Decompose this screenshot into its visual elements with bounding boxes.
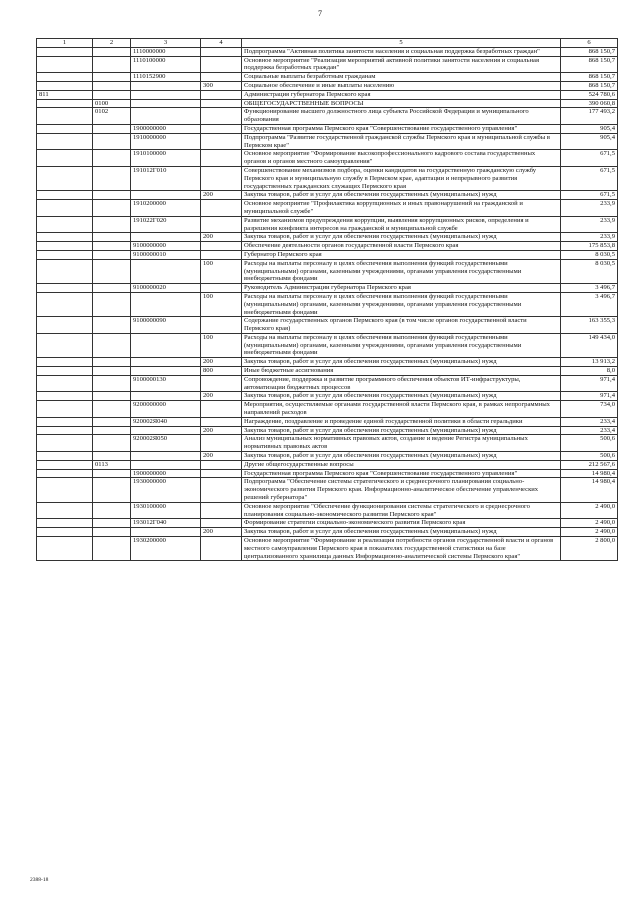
table-cell-c5: Основное мероприятие "Реализация мероприятий активной политики занятости населения и социальная поддержка безработных граждан" bbox=[242, 56, 561, 73]
table-cell-c2 bbox=[93, 375, 131, 392]
table-cell-c2 bbox=[93, 417, 131, 426]
table-cell-c3 bbox=[131, 452, 201, 461]
table-cell-c4 bbox=[201, 108, 242, 125]
table-cell-c4 bbox=[201, 502, 242, 519]
table-cell-c4 bbox=[201, 478, 242, 502]
table-cell-c3: 1900000000 bbox=[131, 124, 201, 133]
table-row bbox=[37, 216, 618, 233]
table-row bbox=[37, 56, 618, 73]
table-cell-c4 bbox=[201, 124, 242, 133]
header-cell: 2 bbox=[93, 39, 131, 48]
table-cell-c3: 1930200000 bbox=[131, 537, 201, 561]
table-cell-c6: 233,4 bbox=[561, 426, 618, 435]
table-cell-c1 bbox=[37, 401, 93, 418]
table-cell-c3 bbox=[131, 191, 201, 200]
table-cell-c1 bbox=[37, 435, 93, 452]
table-cell-c1 bbox=[37, 150, 93, 167]
table-cell-c1 bbox=[37, 528, 93, 537]
table-cell-c5: Государственная программа Пермского края "Совершенствование государственного управления" bbox=[242, 469, 561, 478]
table-cell-c4 bbox=[201, 200, 242, 217]
table-row bbox=[37, 537, 618, 561]
table-cell-c5: ОБЩЕГОСУДАРСТВЕННЫЕ ВОПРОСЫ bbox=[242, 99, 561, 108]
table-cell-c5: Награждение, поздравление и проведение единой государственной политики в области геральдики bbox=[242, 417, 561, 426]
table-cell-c5: Закупка товаров, работ и услуг для обеспечения государственных (муниципальных) нужд bbox=[242, 233, 561, 242]
table-cell-c2 bbox=[93, 73, 131, 82]
table-cell-c6: 14 980,4 bbox=[561, 469, 618, 478]
table-cell-c2 bbox=[93, 358, 131, 367]
table-row bbox=[37, 426, 618, 435]
table-cell-c5: Анализ муниципальных нормативных правовых актов, создание и ведение Регистра муниципальных нормативных правовых актов bbox=[242, 435, 561, 452]
table-cell-c6: 905,4 bbox=[561, 133, 618, 150]
table-cell-c4: 200 bbox=[201, 358, 242, 367]
table-cell-c2 bbox=[93, 150, 131, 167]
table-cell-c6: 671,5 bbox=[561, 191, 618, 200]
table-row bbox=[37, 435, 618, 452]
table-cell-c6: 971,4 bbox=[561, 392, 618, 401]
table-cell-c1 bbox=[37, 375, 93, 392]
table-cell-c4: 200 bbox=[201, 426, 242, 435]
table-cell-c2 bbox=[93, 81, 131, 90]
table-cell-c3 bbox=[131, 333, 201, 357]
table-cell-c5: Основное мероприятие "Обеспечение функционирования системы стратегического и среднесрочного планирования социально-экономического развития Пермского края" bbox=[242, 502, 561, 519]
table-cell-c2 bbox=[93, 452, 131, 461]
table-cell-c5: Руководитель Администрации губернатора Пермского края bbox=[242, 284, 561, 293]
table-cell-c5: Развитие механизмов предупреждения коррупции, выявления коррупционных рисков, определения и разрешения конфликта интересов на гражданской и муниципальной службе bbox=[242, 216, 561, 233]
table-row bbox=[37, 519, 618, 528]
table-cell-c1 bbox=[37, 56, 93, 73]
table-row bbox=[37, 81, 618, 90]
table-cell-c3: 920002Я050 bbox=[131, 435, 201, 452]
table-cell-c5: Расходы на выплаты персоналу в целях обеспечения выполнения функций государственными (муниципальными) органами, казенными учреждениями, органами управления государственными внебюджетными фондами bbox=[242, 333, 561, 357]
table-cell-c5: Социальное обеспечение и иные выплаты населению bbox=[242, 81, 561, 90]
table-cell-c1 bbox=[37, 47, 93, 56]
table-row bbox=[37, 284, 618, 293]
table-cell-c2 bbox=[93, 469, 131, 478]
table-cell-c5: Администрация губернатора Пермского края bbox=[242, 90, 561, 99]
table-cell-c5: Закупка товаров, работ и услуг для обеспечения государственных (муниципальных) нужд bbox=[242, 426, 561, 435]
table-cell-c4: 200 bbox=[201, 233, 242, 242]
table-cell-c3 bbox=[131, 108, 201, 125]
table-cell-c6: 868 150,7 bbox=[561, 47, 618, 56]
table-cell-c4: 100 bbox=[201, 292, 242, 316]
table-row bbox=[37, 73, 618, 82]
table-row bbox=[37, 317, 618, 334]
table-cell-c3: 9100000130 bbox=[131, 375, 201, 392]
table-cell-c2 bbox=[93, 191, 131, 200]
table-cell-c2 bbox=[93, 233, 131, 242]
table-cell-c6: 212 567,6 bbox=[561, 460, 618, 469]
table-cell-c3: 1910100000 bbox=[131, 150, 201, 167]
table-cell-c5: Закупка товаров, работ и услуг для обеспечения государственных (муниципальных) нужд bbox=[242, 392, 561, 401]
table-row bbox=[37, 417, 618, 426]
table-cell-c4: 200 bbox=[201, 528, 242, 537]
table-cell-c1 bbox=[37, 367, 93, 376]
table-cell-c4: 300 bbox=[201, 81, 242, 90]
table-cell-c6: 177 493,2 bbox=[561, 108, 618, 125]
table-cell-c4 bbox=[201, 284, 242, 293]
table-cell-c4 bbox=[201, 216, 242, 233]
table-cell-c2 bbox=[93, 502, 131, 519]
table-cell-c1 bbox=[37, 73, 93, 82]
header-cell: 1 bbox=[37, 39, 93, 48]
table-cell-c1 bbox=[37, 537, 93, 561]
table-cell-c4: 100 bbox=[201, 259, 242, 283]
table-cell-c3: 1910000000 bbox=[131, 133, 201, 150]
table-cell-c4: 200 bbox=[201, 452, 242, 461]
table-row bbox=[37, 452, 618, 461]
table-cell-c4 bbox=[201, 417, 242, 426]
table-cell-c3 bbox=[131, 460, 201, 469]
table-cell-c3 bbox=[131, 81, 201, 90]
table-cell-c1 bbox=[37, 233, 93, 242]
table-cell-c2 bbox=[93, 200, 131, 217]
table-cell-c4: 100 bbox=[201, 333, 242, 357]
table-cell-c3: 191022Г020 bbox=[131, 216, 201, 233]
table-cell-c6: 2 490,0 bbox=[561, 519, 618, 528]
table-cell-c2 bbox=[93, 124, 131, 133]
table-cell-c5: Основное мероприятие "Формирование высокопрофессионального кадрового состава государственных органов и органов местного самоуправления" bbox=[242, 150, 561, 167]
table-cell-c3 bbox=[131, 99, 201, 108]
table-cell-c6: 14 980,4 bbox=[561, 478, 618, 502]
table-cell-c4 bbox=[201, 375, 242, 392]
table-cell-c2 bbox=[93, 519, 131, 528]
table-cell-c5: Государственная программа Пермского края "Совершенствование государственного управления" bbox=[242, 124, 561, 133]
table-cell-c5: Содержание государственных органов Пермского края (в том числе органов государственной власти Пермского края) bbox=[242, 317, 561, 334]
table-row bbox=[37, 502, 618, 519]
table-cell-c3 bbox=[131, 528, 201, 537]
table-cell-c6: 233,9 bbox=[561, 216, 618, 233]
table-cell-c2 bbox=[93, 435, 131, 452]
table-row bbox=[37, 133, 618, 150]
table-cell-c2 bbox=[93, 292, 131, 316]
table-cell-c6: 8 030,5 bbox=[561, 259, 618, 283]
table-cell-c4 bbox=[201, 469, 242, 478]
table-row bbox=[37, 367, 618, 376]
table-row bbox=[37, 47, 618, 56]
table-cell-c3: 191012Г010 bbox=[131, 166, 201, 190]
table-cell-c3 bbox=[131, 292, 201, 316]
table-cell-c1 bbox=[37, 124, 93, 133]
table-cell-c3: 1910200000 bbox=[131, 200, 201, 217]
table-cell-c6: 868 150,7 bbox=[561, 56, 618, 73]
table-cell-c6: 233,4 bbox=[561, 417, 618, 426]
table-row bbox=[37, 191, 618, 200]
table-cell-c4 bbox=[201, 317, 242, 334]
table-row bbox=[37, 242, 618, 251]
table-cell-c4 bbox=[201, 250, 242, 259]
table-cell-c4 bbox=[201, 519, 242, 528]
table-cell-c4 bbox=[201, 56, 242, 73]
table-cell-c3: 1110000000 bbox=[131, 47, 201, 56]
table-cell-c4: 200 bbox=[201, 191, 242, 200]
table-cell-c2 bbox=[93, 259, 131, 283]
table-cell-c3: 9100000090 bbox=[131, 317, 201, 334]
table-row bbox=[37, 166, 618, 190]
table-cell-c2: 0102 bbox=[93, 108, 131, 125]
table-cell-c2 bbox=[93, 317, 131, 334]
table-cell-c6: 175 853,8 bbox=[561, 242, 618, 251]
table-cell-c4 bbox=[201, 537, 242, 561]
table-cell-c5: Основное мероприятие "Формирование и реализация потребности органов государственной власти и органов местного самоуправления Пермского края в показателях государственной статистики на базе централизованного хранилища данных Информационно-аналитической системы Пермского края" bbox=[242, 537, 561, 561]
table-cell-c6: 149 434,0 bbox=[561, 333, 618, 357]
table-cell-c2 bbox=[93, 166, 131, 190]
table-cell-c1 bbox=[37, 469, 93, 478]
table-cell-c6: 3 496,7 bbox=[561, 284, 618, 293]
table-cell-c4 bbox=[201, 47, 242, 56]
table-cell-c5: Социальные выплаты безработным гражданам bbox=[242, 73, 561, 82]
table-cell-c3: 1110100000 bbox=[131, 56, 201, 73]
page-number: 7 bbox=[318, 9, 322, 18]
footer-code: 2388-18 bbox=[30, 877, 49, 883]
budget-table bbox=[36, 38, 618, 561]
table-cell-c5: Подпрограмма "Активная политика занятости населения и социальная поддержка безработных граждан" bbox=[242, 47, 561, 56]
table-cell-c3: 1110152900 bbox=[131, 73, 201, 82]
table-cell-c3: 9100000000 bbox=[131, 242, 201, 251]
table-row bbox=[37, 358, 618, 367]
table-cell-c1 bbox=[37, 108, 93, 125]
table-cell-c3 bbox=[131, 426, 201, 435]
table-cell-c4 bbox=[201, 435, 242, 452]
table-cell-c3 bbox=[131, 392, 201, 401]
table-cell-c6: 971,4 bbox=[561, 375, 618, 392]
table-cell-c3 bbox=[131, 259, 201, 283]
table-cell-c1 bbox=[37, 333, 93, 357]
table-cell-c2 bbox=[93, 90, 131, 99]
table-cell-c1 bbox=[37, 284, 93, 293]
table-cell-c5: Закупка товаров, работ и услуг для обеспечения государственных (муниципальных) нужд bbox=[242, 528, 561, 537]
table-cell-c2 bbox=[93, 47, 131, 56]
table-cell-c6: 233,9 bbox=[561, 200, 618, 217]
table-cell-c5: Иные бюджетные ассигнования bbox=[242, 367, 561, 376]
table-cell-c1 bbox=[37, 358, 93, 367]
table-cell-c5: Расходы на выплаты персоналу в целях обеспечения выполнения функций государственными (муниципальными) органами, казенными учреждениями, органами управления государственными внебюджетными фондами bbox=[242, 259, 561, 283]
table-cell-c5: Закупка товаров, работ и услуг для обеспечения государственных (муниципальных) нужд bbox=[242, 452, 561, 461]
table-cell-c1 bbox=[37, 392, 93, 401]
table-header-row bbox=[37, 39, 618, 48]
table-cell-c1 bbox=[37, 133, 93, 150]
table-cell-c6: 3 496,7 bbox=[561, 292, 618, 316]
table-cell-c2 bbox=[93, 242, 131, 251]
table-cell-c4 bbox=[201, 166, 242, 190]
table-cell-c6: 524 780,6 bbox=[561, 90, 618, 99]
table-cell-c1 bbox=[37, 417, 93, 426]
table-cell-c3: 1900000000 bbox=[131, 469, 201, 478]
table-cell-c2 bbox=[93, 284, 131, 293]
table-cell-c2 bbox=[93, 250, 131, 259]
table-cell-c5: Закупка товаров, работ и услуг для обеспечения государственных (муниципальных) нужд bbox=[242, 191, 561, 200]
table-cell-c4 bbox=[201, 460, 242, 469]
table-cell-c6: 868 150,7 bbox=[561, 73, 618, 82]
table-cell-c2 bbox=[93, 392, 131, 401]
table-cell-c1 bbox=[37, 317, 93, 334]
table-cell-c2 bbox=[93, 426, 131, 435]
table-cell-c3: 9200000000 bbox=[131, 401, 201, 418]
table-row bbox=[37, 124, 618, 133]
table-cell-c1 bbox=[37, 191, 93, 200]
table-row bbox=[37, 99, 618, 108]
table-cell-c6: 500,6 bbox=[561, 435, 618, 452]
table-cell-c4: 200 bbox=[201, 392, 242, 401]
table-cell-c5: Совершенствование механизмов подбора, оценки кандидатов на государственную гражданскую службу Пермского края и муниципальную службу в Пермском крае, адаптации и непрерывного развития государственных гражданских служащих Пермского края bbox=[242, 166, 561, 190]
table-cell-c3: 1930100000 bbox=[131, 502, 201, 519]
table-cell-c2 bbox=[93, 216, 131, 233]
table-cell-c6: 734,0 bbox=[561, 401, 618, 418]
table-cell-c6: 2 490,0 bbox=[561, 502, 618, 519]
table-cell-c3: 1930000000 bbox=[131, 478, 201, 502]
table-row bbox=[37, 250, 618, 259]
table-cell-c2 bbox=[93, 401, 131, 418]
table-cell-c6: 671,5 bbox=[561, 166, 618, 190]
table-cell-c6: 390 060,8 bbox=[561, 99, 618, 108]
table-cell-c2 bbox=[93, 56, 131, 73]
table-cell-c5: Закупка товаров, работ и услуг для обеспечения государственных (муниципальных) нужд bbox=[242, 358, 561, 367]
table-cell-c1 bbox=[37, 292, 93, 316]
table-row bbox=[37, 90, 618, 99]
table-cell-c6: 868 150,7 bbox=[561, 81, 618, 90]
table-cell-c1 bbox=[37, 259, 93, 283]
table-cell-c1 bbox=[37, 242, 93, 251]
table-cell-c2 bbox=[93, 367, 131, 376]
table-cell-c4 bbox=[201, 401, 242, 418]
table-cell-c3 bbox=[131, 90, 201, 99]
table-cell-c4 bbox=[201, 150, 242, 167]
table-row bbox=[37, 460, 618, 469]
table-cell-c4: 800 bbox=[201, 367, 242, 376]
table-cell-c6: 2 490,0 bbox=[561, 528, 618, 537]
table-cell-c5: Формирование стратегии социально-экономического развития Пермского края bbox=[242, 519, 561, 528]
table-cell-c5: Другие общегосударственные вопросы bbox=[242, 460, 561, 469]
table-cell-c2 bbox=[93, 537, 131, 561]
table-row bbox=[37, 528, 618, 537]
table-cell-c6: 2 800,0 bbox=[561, 537, 618, 561]
table-cell-c3: 9100000010 bbox=[131, 250, 201, 259]
table-cell-c3 bbox=[131, 367, 201, 376]
table-cell-c6: 233,9 bbox=[561, 233, 618, 242]
table-cell-c4 bbox=[201, 99, 242, 108]
table-cell-c4 bbox=[201, 90, 242, 99]
table-cell-c5: Расходы на выплаты персоналу в целях обеспечения выполнения функций государственными (муниципальными) органами, казенными учреждениями, органами управления государственными внебюджетными фондами bbox=[242, 292, 561, 316]
table-cell-c2: 0100 bbox=[93, 99, 131, 108]
table-cell-c3 bbox=[131, 233, 201, 242]
table-row bbox=[37, 401, 618, 418]
table-cell-c6: 163 355,3 bbox=[561, 317, 618, 334]
table-row bbox=[37, 200, 618, 217]
table-cell-c6: 905,4 bbox=[561, 124, 618, 133]
table-row bbox=[37, 375, 618, 392]
table-cell-c5: Губернатор Пермского края bbox=[242, 250, 561, 259]
table-cell-c4 bbox=[201, 133, 242, 150]
table-cell-c1 bbox=[37, 200, 93, 217]
table-row bbox=[37, 108, 618, 125]
table-row bbox=[37, 150, 618, 167]
header-cell: 3 bbox=[131, 39, 201, 48]
table-cell-c1 bbox=[37, 426, 93, 435]
table-cell-c1 bbox=[37, 452, 93, 461]
table-cell-c5: Основное мероприятие "Профилактика коррупционных и иных правонарушений на гражданской и муниципальной службе" bbox=[242, 200, 561, 217]
table-cell-c1 bbox=[37, 250, 93, 259]
table-row bbox=[37, 333, 618, 357]
table-cell-c6: 500,6 bbox=[561, 452, 618, 461]
header-cell: 5 bbox=[242, 39, 561, 48]
header-cell: 4 bbox=[201, 39, 242, 48]
table-cell-c3 bbox=[131, 358, 201, 367]
table-cell-c1 bbox=[37, 216, 93, 233]
table-cell-c5: Функционирование высшего должностного лица субъекта Российской Федерации и муниципального образования bbox=[242, 108, 561, 125]
table-cell-c6: 8 030,5 bbox=[561, 250, 618, 259]
table-cell-c3: 920002Я040 bbox=[131, 417, 201, 426]
table-cell-c4 bbox=[201, 242, 242, 251]
table-cell-c3: 9100000020 bbox=[131, 284, 201, 293]
table-cell-c6: 13 913,2 bbox=[561, 358, 618, 367]
table-cell-c1 bbox=[37, 502, 93, 519]
table-cell-c2: 0113 bbox=[93, 460, 131, 469]
table-cell-c2 bbox=[93, 333, 131, 357]
table-cell-c1 bbox=[37, 99, 93, 108]
table-row bbox=[37, 478, 618, 502]
table-cell-c3: 193012Г040 bbox=[131, 519, 201, 528]
header-cell: 6 bbox=[561, 39, 618, 48]
table-cell-c5: Сопровождение, поддержка и развитие программного обеспечения объектов ИТ-инфраструктуры, автоматизации бюджетных процессов bbox=[242, 375, 561, 392]
table-cell-c6: 8,0 bbox=[561, 367, 618, 376]
table-row bbox=[37, 469, 618, 478]
table-row bbox=[37, 259, 618, 283]
table-cell-c1 bbox=[37, 478, 93, 502]
table-cell-c1 bbox=[37, 166, 93, 190]
table-cell-c6: 671,5 bbox=[561, 150, 618, 167]
table-row bbox=[37, 392, 618, 401]
table-cell-c5: Мероприятия, осуществляемые органами государственной власти Пермского края, в рамках непрограммных направлений расходов bbox=[242, 401, 561, 418]
table-cell-c1 bbox=[37, 519, 93, 528]
table-cell-c2 bbox=[93, 528, 131, 537]
table-cell-c2 bbox=[93, 133, 131, 150]
table-cell-c5: Обеспечение деятельности органов государственной власти Пермского края bbox=[242, 242, 561, 251]
table-row bbox=[37, 292, 618, 316]
table-cell-c2 bbox=[93, 478, 131, 502]
table-cell-c5: Подпрограмма "Обеспечение системы стратегического и среднесрочного планирования социально-экономического развития Пермского края. Информационно-аналитическое обеспечение управленческих решений губернатора" bbox=[242, 478, 561, 502]
table-cell-c4 bbox=[201, 73, 242, 82]
table-cell-c1 bbox=[37, 460, 93, 469]
table-cell-c1: 811 bbox=[37, 90, 93, 99]
table-cell-c5: Подпрограмма "Развитие государственной гражданской службы Пермского края и муниципальной службы в Пермском крае" bbox=[242, 133, 561, 150]
table-row bbox=[37, 233, 618, 242]
table-cell-c1 bbox=[37, 81, 93, 90]
